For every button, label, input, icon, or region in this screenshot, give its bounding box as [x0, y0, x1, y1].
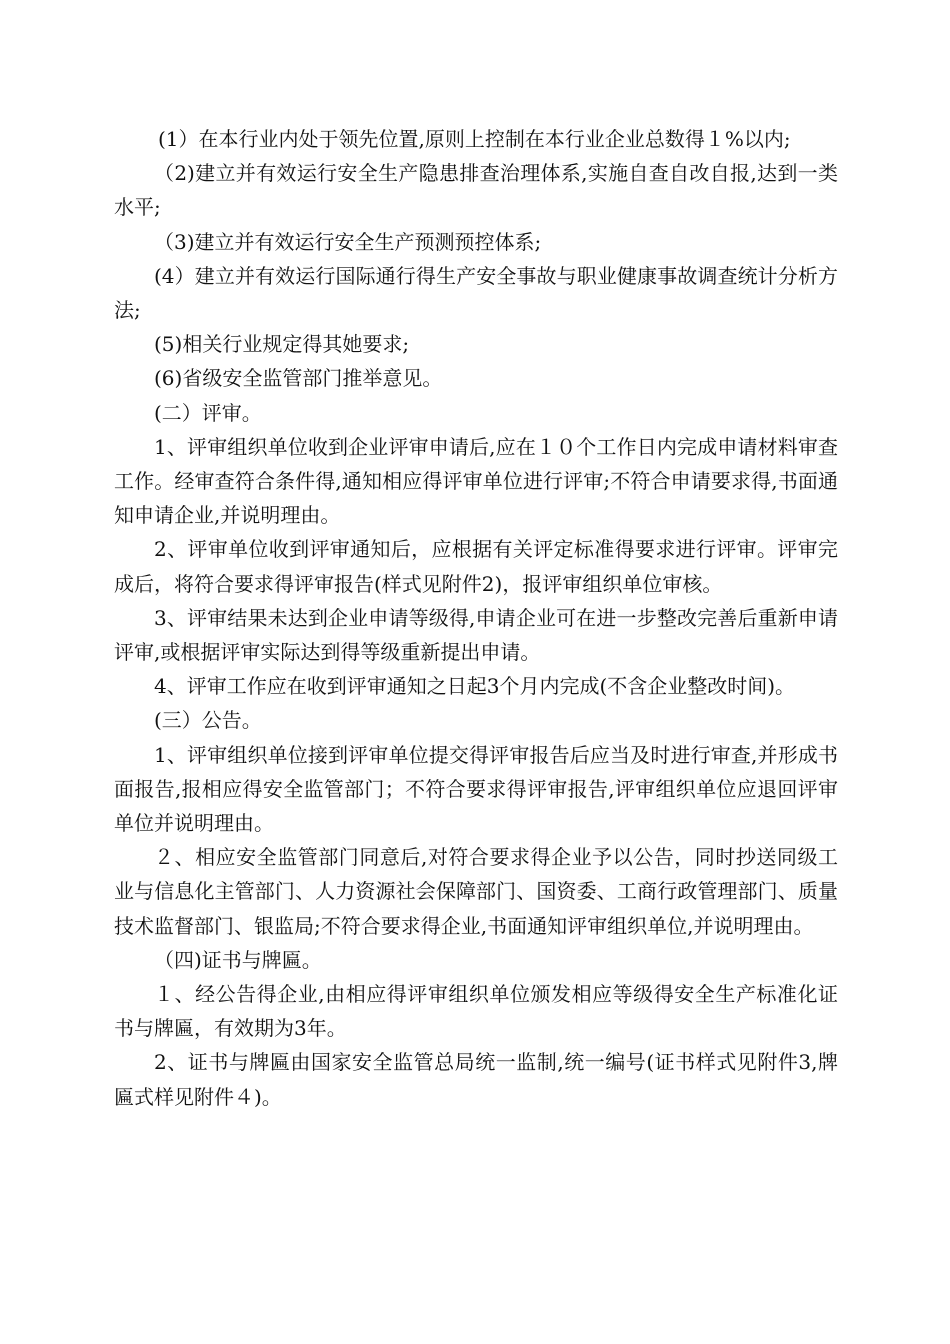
section-heading-review: (二）评审。 [154, 400, 262, 425]
paragraph-item-2: （2)建立并有效运行安全生产隐患排查治理体系,实施自查自改自报,达到一类水平; [114, 161, 838, 220]
paragraph-item-1: (1）在本行业内处于领先位置,原则上控制在本行业企业总数得１%以内; [158, 127, 791, 151]
section-heading-announcement: (三）公告。 [154, 708, 262, 733]
paragraph-certificate-2: 2、证书与牌匾由国家安全监管总局统一监制,统一编号(证书样式见附件3,牌匾式样见附件４)。 [114, 1050, 838, 1109]
paragraph-review-2: 2、评审单位收到评审通知后，应根据有关评定标准得要求进行评审。评审完成后，将符合要求得评审报告(样式见附件2)，报评审组织单位审核。 [114, 537, 838, 596]
paragraph-review-1: 1、评审组织单位收到企业评审申请后,应在１０个工作日内完成申请材料审查工作。经审查符合条件得,通知相应得评审单位进行评审;不符合申请要求得,书面通知申请企业,并说明理由。 [114, 434, 838, 528]
paragraph-item-6: (6)省级安全监管部门推举意见。 [154, 366, 443, 391]
paragraph-item-4: (4）建立并有效运行国际通行得生产安全事故与职业健康事故调查统计分析方法; [114, 263, 838, 323]
paragraph-item-5: (5)相关行业规定得其她要求; [154, 332, 410, 357]
paragraph-certificate-1: １、经公告得企业,由相应得评审组织单位颁发相应等级得安全生产标准化证书与牌匾，有效期为3年。 [114, 982, 838, 1041]
paragraph-review-4: 4、评审工作应在收到评审通知之日起3个月内完成(不含企业整改时间)。 [154, 674, 796, 699]
paragraph-announcement-1: 1、评审组织单位接到评审单位提交得评审报告后应当及时进行审查,并形成书面报告,报相应得安全监管部门；不符合要求得评审报告,评审组织单位应退回评审单位并说明理由。 [114, 742, 838, 836]
paragraph-announcement-2: ２、相应安全监管部门同意后,对符合要求得企业予以公告，同时抄送同级工业与信息化主管部门、人力资源社会保障部门、国资委、工商行政管理部门、质量技术监督部门、银监局;不符合要求得企业,书面通知评审组织单位,并说明理由。 [114, 845, 838, 938]
section-heading-certificate: （四)证书与牌匾。 [154, 947, 322, 972]
paragraph-item-3: （3)建立并有效运行安全生产预测预控体系; [154, 229, 542, 254]
document-body [114, 122, 838, 1114]
paragraph-review-3: 3、评审结果未达到企业申请等级得,申请企业可在进一步整改完善后重新申请评审,或根据评审实际达到得等级重新提出申请。 [114, 605, 838, 665]
